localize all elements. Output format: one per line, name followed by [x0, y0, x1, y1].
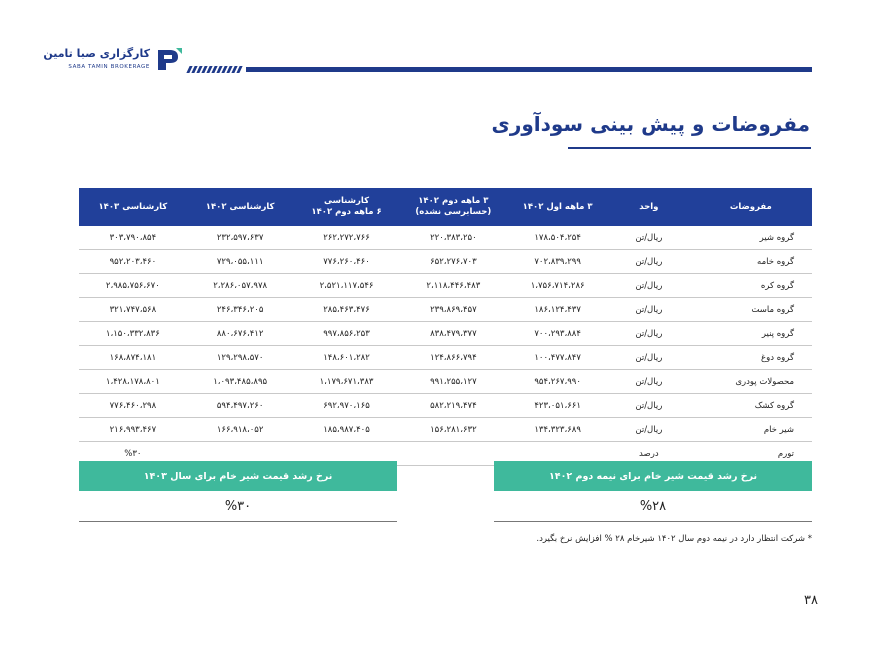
cell-h2: ۲،۵۲۱،۱۱۷،۵۴۶: [294, 274, 400, 298]
header-h2-line2: ۶ ماهه دوم ۱۴۰۲: [311, 207, 382, 217]
table-row: [79, 418, 812, 442]
cell-item: گروه ماست: [690, 298, 812, 322]
cell-h2: ۱،۱۷۹،۶۷۱،۳۸۳: [294, 370, 400, 394]
table-row: [79, 298, 812, 322]
cell-item: گروه کشک: [690, 394, 812, 418]
header-q2: [400, 188, 508, 226]
cell-1403: ۲۱۶،۹۹۳،۴۶۷: [79, 418, 187, 442]
cell-q1: ۱۷۸،۵۰۴،۲۵۴: [507, 226, 608, 250]
cell-q1: ۱۳۴،۳۲۳،۶۸۹: [507, 418, 608, 442]
cell-h2: ۶۹۲،۹۷۰،۱۶۵: [294, 394, 400, 418]
cell-q2: ۱۵۶،۲۸۱،۶۳۲: [400, 418, 508, 442]
header-est-1402: کارشناسی ۱۴۰۲: [187, 188, 294, 226]
cell-q2: ۲۳۹،۸۶۹،۴۵۷: [400, 298, 508, 322]
header-h2-line1: کارشناسی: [324, 196, 370, 207]
cell-1402: ۷۲۹،۰۵۵،۱۱۱: [187, 250, 294, 274]
header-rule: [186, 67, 812, 72]
cell-item: گروه پنیر: [690, 322, 812, 346]
cell-unit: ریال/تن: [608, 394, 690, 418]
cell-item: گروه کره: [690, 274, 812, 298]
cell-h2: ۱۴۸،۶۰۱،۲۸۲: [294, 346, 400, 370]
header-stripes: [186, 66, 246, 73]
cell-item: گروه شیر: [690, 226, 812, 250]
cell-q2: ۱۲۴،۸۶۶،۷۹۴: [400, 346, 508, 370]
table-row: [79, 346, 812, 370]
table-row: [79, 274, 812, 298]
cell-unit: ریال/تن: [608, 322, 690, 346]
growth-box-1402: [494, 461, 812, 522]
growth-box-1402-value: %۲۸: [494, 491, 812, 522]
page-title: مفروضات و پیش بینی سودآوری: [491, 112, 810, 136]
cell-unit: ریال/تن: [608, 298, 690, 322]
table-row: [79, 250, 812, 274]
table-row: [79, 394, 812, 418]
cell-1402: ۱۶۶،۹۱۸،۰۵۲: [187, 418, 294, 442]
table-row: [79, 226, 812, 250]
cell-1403: ۹۵۲،۲۰۳،۴۶۰: [79, 250, 187, 274]
assumptions-table: [79, 188, 812, 466]
cell-item: شیر خام: [690, 418, 812, 442]
table-row: [79, 322, 812, 346]
table-header-row: [79, 188, 812, 226]
cell-q1: ۷۰۰،۲۹۳،۸۸۴: [507, 322, 608, 346]
cell-unit: درصد: [608, 442, 690, 466]
header-h2-estimate: [294, 188, 400, 226]
cell-unit: ریال/تن: [608, 346, 690, 370]
cell-q1: ۹۵۴،۲۶۷،۹۹۰: [507, 370, 608, 394]
cell-q1: ۱۰۰،۴۷۷،۸۴۷: [507, 346, 608, 370]
header-q1: ۳ ماهه اول ۱۴۰۲: [507, 188, 608, 226]
cell-item: محصولات پودری: [690, 370, 812, 394]
cell-q2: ۵۸۲،۲۱۹،۴۷۴: [400, 394, 508, 418]
page-number: ۳۸: [804, 593, 818, 608]
cell-unit: ریال/تن: [608, 250, 690, 274]
cell-1403: ۱،۴۲۸،۱۷۸،۸۰۱: [79, 370, 187, 394]
cell-q2: [400, 442, 508, 466]
header-unit: واحد: [608, 188, 690, 226]
cell-1402: ۸۸۰،۶۷۶،۴۱۲: [187, 322, 294, 346]
cell-q2: ۲،۱۱۸،۴۴۶،۴۸۳: [400, 274, 508, 298]
cell-1403: %۳۰: [79, 442, 187, 466]
brand-latin: SABA TAMIN BROKERAGE: [68, 64, 150, 70]
cell-1402: ۲،۲۸۶،۰۵۷،۹۷۸: [187, 274, 294, 298]
header-q2-line2: (حسابرسی نشده): [415, 207, 492, 217]
cell-1402: ۲۴۶،۳۴۶،۲۰۵: [187, 298, 294, 322]
footnote: * شرکت انتظار دارد در نیمه دوم سال ۱۴۰۲ شیرخام ۲۸ % افزایش نرخ بگیرد.: [536, 534, 812, 544]
table-row: [79, 370, 812, 394]
cell-1403: ۲،۹۸۵،۷۵۶،۶۷۰: [79, 274, 187, 298]
cell-1402: ۱۲۹،۲۹۸،۵۷۰: [187, 346, 294, 370]
cell-item: گروه خامه: [690, 250, 812, 274]
title-underline: [568, 147, 811, 149]
cell-h2: ۷۷۶،۲۶۰،۴۶۰: [294, 250, 400, 274]
cell-q2: ۶۵۲،۲۷۶،۷۰۳: [400, 250, 508, 274]
cell-q1: ۱۸۶،۱۲۴،۴۳۷: [507, 298, 608, 322]
cell-h2: ۲۶۲،۲۷۲،۷۶۶: [294, 226, 400, 250]
cell-1402: ۵۹۴،۴۹۷،۲۶۰: [187, 394, 294, 418]
brand-name: کارگزاری صبا تامین: [43, 47, 150, 60]
cell-1403: ۳۰۳،۷۹۰،۸۵۴: [79, 226, 187, 250]
cell-unit: ریال/تن: [608, 370, 690, 394]
cell-q2: ۸۳۸،۴۷۹،۳۷۷: [400, 322, 508, 346]
cell-unit: ریال/تن: [608, 418, 690, 442]
cell-1402: ۲۳۲،۵۹۷،۶۳۷: [187, 226, 294, 250]
cell-h2: ۹۹۷،۸۵۶،۲۵۳: [294, 322, 400, 346]
cell-h2: ۲۸۵،۴۶۳،۴۷۶: [294, 298, 400, 322]
cell-q1: ۱،۷۵۶،۷۱۴،۲۸۶: [507, 274, 608, 298]
header-item: مفروضات: [690, 188, 812, 226]
cell-1403: ۷۷۶،۴۶۰،۲۹۸: [79, 394, 187, 418]
cell-item: تورم: [690, 442, 812, 466]
brand-logo-icon: [156, 46, 184, 72]
cell-unit: ریال/تن: [608, 274, 690, 298]
cell-q2: ۹۹۱،۲۵۵،۱۲۷: [400, 370, 508, 394]
growth-box-1402-title: نرخ رشد قیمت شیر خام برای نیمه دوم ۱۴۰۲: [494, 461, 812, 491]
cell-q2: ۲۲۰،۳۸۳،۲۵۰: [400, 226, 508, 250]
growth-box-1403-title: نرخ رشد قیمت شیر خام برای سال ۱۴۰۳: [79, 461, 397, 491]
growth-box-1403: [79, 461, 397, 522]
cell-1403: ۱،۱۵۰،۳۳۲،۸۳۶: [79, 322, 187, 346]
header-q2-line1: ۳ ماهه دوم ۱۴۰۲: [418, 196, 489, 207]
cell-unit: ریال/تن: [608, 226, 690, 250]
cell-q1: ۴۲۳،۰۵۱،۶۶۱: [507, 394, 608, 418]
cell-item: گروه دوغ: [690, 346, 812, 370]
cell-h2: ۱۸۵،۹۸۷،۴۰۵: [294, 418, 400, 442]
header-est-1403: کارشناسی ۱۴۰۳: [79, 188, 187, 226]
cell-1402: ۱،۰۹۳،۴۸۵،۸۹۵: [187, 370, 294, 394]
growth-box-1403-value: %۳۰: [79, 491, 397, 522]
cell-1403: ۳۲۱،۷۴۷،۵۶۸: [79, 298, 187, 322]
cell-1403: ۱۶۸،۸۷۴،۱۸۱: [79, 346, 187, 370]
cell-q1: ۷۰۲،۸۳۹،۲۹۹: [507, 250, 608, 274]
brand-logo: [43, 44, 184, 76]
